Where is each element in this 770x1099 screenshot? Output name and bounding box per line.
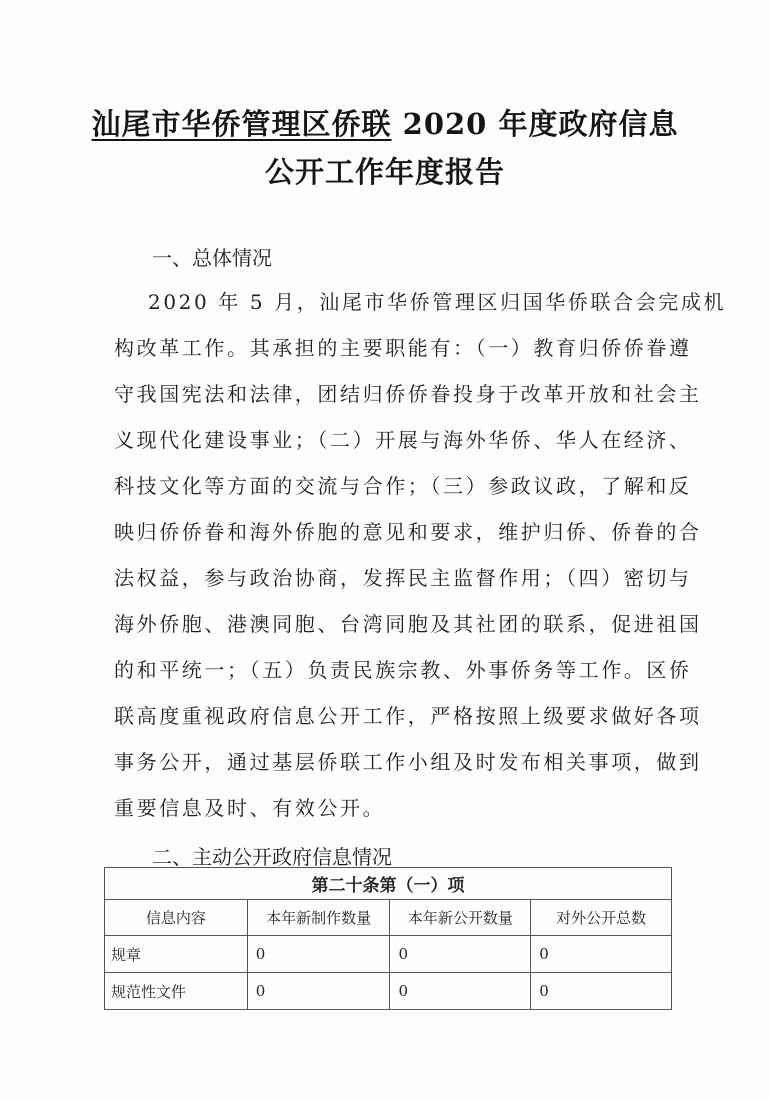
paragraph-line: 科技文化等方面的交流与合作；（三）参政议政，了解和反	[114, 474, 692, 498]
cell-new-published: 0	[390, 973, 531, 1010]
cell-new-created: 0	[247, 973, 390, 1010]
row-label: 规范性文件	[105, 973, 248, 1010]
paragraph-line: 重要信息及时、有效公开。	[114, 796, 386, 820]
document-title-line-1	[0, 102, 770, 143]
column-header-total-public: 对外公开总数	[531, 900, 672, 936]
title-year-text: 2020 年度政府信息	[391, 107, 679, 141]
document-title-line-2: 公开工作年度报告	[264, 155, 505, 189]
disclosure-table	[104, 867, 672, 1010]
cell-total-public: 0	[531, 936, 672, 973]
paragraph-line: 2020 年 5 月，汕尾市华侨管理区归国华侨联合会完成机	[148, 290, 727, 314]
cell-total-public: 0	[531, 973, 672, 1010]
paragraph-line: 海外侨胞、港澳同胞、台湾同胞及其社团的联系，促进祖国	[114, 612, 702, 636]
cell-new-created: 0	[247, 936, 390, 973]
cell-new-published: 0	[390, 936, 531, 973]
paragraph-line: 的和平统一；（五）负责民族宗教、外事侨务等工作。区侨	[114, 658, 692, 682]
paragraph-line: 映归侨侨眷和海外侨胞的意见和要求，维护归侨、侨眷的合	[114, 520, 702, 544]
column-header-new-published: 本年新公开数量	[390, 900, 531, 936]
column-header-new-created: 本年新制作数量	[247, 900, 390, 936]
table-row	[105, 936, 672, 973]
column-header-info-content: 信息内容	[105, 900, 248, 936]
paragraph-line: 构改革工作。其承担的主要职能有：（一）教育归侨侨眷遵	[114, 336, 692, 360]
table-caption: 第二十条第（一）项	[105, 868, 672, 900]
title-organization: 汕尾市华侨管理区侨联	[91, 107, 392, 141]
row-label: 规章	[105, 936, 248, 973]
table-caption-row	[105, 868, 672, 900]
paragraph-line: 义现代化建设事业；（二）开展与海外华侨、华人在经济、	[114, 428, 692, 452]
paragraph-line: 守我国宪法和法律，团结归侨侨眷投身于改革开放和社会主	[114, 382, 702, 406]
paragraph-line: 法权益，参与政治协商，发挥民主监督作用；（四）密切与	[114, 566, 692, 590]
section-heading-proactive-disclosure: 二、主动公开政府信息情况	[152, 845, 392, 869]
paragraph-line: 联高度重视政府信息公开工作，严格按照上级要求做好各项	[114, 704, 702, 728]
paragraph-line: 事务公开，通过基层侨联工作小组及时发布相关事项，做到	[114, 750, 702, 774]
section-heading-overview: 一、总体情况	[152, 246, 272, 270]
table-row	[105, 973, 672, 1010]
table-header-row	[105, 900, 672, 936]
